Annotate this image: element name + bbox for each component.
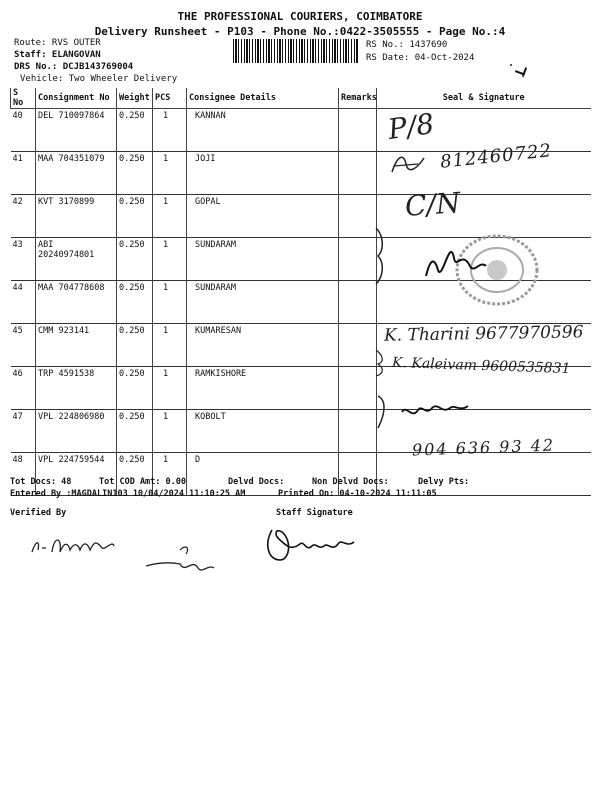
cell-consignment: MAA 704778608 — [36, 281, 117, 324]
handwritten-signature — [388, 150, 428, 178]
speck — [510, 64, 512, 66]
cell-consignment: KVT 3170899 — [36, 195, 117, 238]
col-seal-signature: Seal & Signature — [377, 88, 591, 109]
cell-weight: 0.250 — [117, 109, 153, 152]
cell-sno: 47 — [11, 410, 36, 453]
col-pcs: PCS — [153, 88, 187, 109]
cell-weight: 0.250 — [117, 195, 153, 238]
cell-remarks — [339, 367, 377, 410]
cell-weight: 0.250 — [117, 453, 153, 496]
cell-weight: 0.250 — [117, 281, 153, 324]
cell-pcs: 1 — [153, 195, 187, 238]
route-label: Route: RVS OUTER — [14, 38, 101, 48]
cell-weight: 0.250 — [117, 410, 153, 453]
cell-consignment: VPL 224806980 — [36, 410, 117, 453]
handwritten-note: P/8 — [385, 106, 437, 147]
rs-date: RS Date: 04-Oct-2024 — [366, 53, 475, 63]
verifier-signature — [28, 530, 138, 560]
cell-sno: 48 — [11, 453, 36, 496]
cell-remarks — [339, 410, 377, 453]
cell-sno: 42 — [11, 195, 36, 238]
col-sno: S No — [11, 88, 36, 109]
vehicle-label: Vehicle: Two Wheeler Delivery — [20, 74, 178, 84]
cell-consignee: JOJI — [187, 152, 339, 195]
cell-pcs: 1 — [153, 453, 187, 496]
cell-consignment: DEL 710097864 — [36, 109, 117, 152]
cell-pcs: 1 — [153, 109, 187, 152]
handwritten-recipient: K. Tharini 9677970596 — [383, 322, 584, 346]
cell-weight: 0.250 — [117, 367, 153, 410]
cell-sno: 46 — [11, 367, 36, 410]
cell-pcs: 1 — [153, 152, 187, 195]
verifier-signature — [140, 540, 220, 580]
cell-consignee: SUNDARAM — [187, 281, 339, 324]
cell-weight: 0.250 — [117, 152, 153, 195]
handwritten-signature — [420, 230, 490, 290]
cell-sno: 41 — [11, 152, 36, 195]
staff-signature-label: Staff Signature — [276, 508, 353, 518]
handwritten-phone: 812460722 — [439, 140, 553, 173]
cell-pcs: 1 — [153, 324, 187, 367]
cell-weight: 0.250 — [117, 324, 153, 367]
cell-consignment: MAA 704351079 — [36, 152, 117, 195]
non-delvd-docs: Non Delvd Docs: — [312, 477, 389, 487]
delvy-pts: Delvy Pts: — [418, 477, 470, 487]
cell-pcs: 1 — [153, 367, 187, 410]
rs-no: RS No.: 1437690 — [366, 40, 448, 50]
company-title: THE PROFESSIONAL COURIERS, COIMBATORE — [177, 10, 423, 23]
cell-sno: 45 — [11, 324, 36, 367]
cell-consignee: D — [187, 453, 339, 496]
cell-pcs: 1 — [153, 410, 187, 453]
printed-on: Printed On: 04-10-2024 11:11:05 — [278, 489, 437, 499]
tot-cod-amt: Tot COD Amt: 0.00 — [99, 477, 186, 487]
handwritten-phone: 904 636 93 42 — [411, 435, 556, 460]
cell-consignment: CMM 923141 — [36, 324, 117, 367]
cell-consignee: KUMARESAN — [187, 324, 339, 367]
delvd-docs: Delvd Docs: — [228, 477, 285, 487]
staff-label: Staff: ELANGOVAN — [14, 50, 101, 60]
runsheet-title: Delivery Runsheet - P103 - Phone No.:0422-3505555 - Page No.:4 — [94, 25, 506, 38]
barcode — [233, 39, 359, 63]
handwritten-note: C/N — [403, 186, 462, 223]
col-weight: Weight — [117, 88, 153, 109]
col-consignee: Consignee Details — [187, 88, 339, 109]
col-consignment: Consignment No — [36, 88, 117, 109]
cell-sno: 43 — [11, 238, 36, 281]
cell-consignment: ABI 20240974801 — [36, 238, 117, 281]
entered-by: Entered By :MAGDALIN103 10/04/2024 11:10:25 AM — [10, 489, 246, 499]
staff-signature — [262, 520, 362, 570]
cell-consignment: VPL 224759544 — [36, 453, 117, 496]
cell-sno: 40 — [11, 109, 36, 152]
cell-remarks — [339, 152, 377, 195]
cell-consignment: TRP 4591538 — [36, 367, 117, 410]
cell-pcs: 1 — [153, 281, 187, 324]
table-header — [11, 88, 591, 109]
bracket-mark — [372, 226, 388, 286]
cell-remarks — [339, 238, 377, 281]
cell-pcs: 1 — [153, 238, 187, 281]
cell-consignee: KOBOLT — [187, 410, 339, 453]
cell-remarks — [339, 324, 377, 367]
cell-remarks — [339, 109, 377, 152]
handwritten-recipient: K. Kaleivam 9600535831 — [391, 354, 571, 378]
cell-sno: 44 — [11, 281, 36, 324]
cell-remarks — [339, 281, 377, 324]
col-remarks: Remarks — [339, 88, 377, 109]
tot-docs: Tot Docs: 48 — [10, 477, 72, 487]
handwritten-signature — [372, 392, 482, 432]
cell-weight: 0.250 — [117, 238, 153, 281]
drs-label: DRS No.: DCJB143769004 — [14, 62, 134, 72]
verified-by-label: Verified By — [10, 508, 67, 518]
cell-consignee: KANNAN — [187, 109, 339, 152]
pen-mark — [515, 65, 527, 76]
cell-consignee: GOPAL — [187, 195, 339, 238]
bracket-mark — [372, 348, 386, 378]
cell-remarks — [339, 195, 377, 238]
cell-consignee: SUNDARAM — [187, 238, 339, 281]
cell-consignee: RAMKISHORE — [187, 367, 339, 410]
